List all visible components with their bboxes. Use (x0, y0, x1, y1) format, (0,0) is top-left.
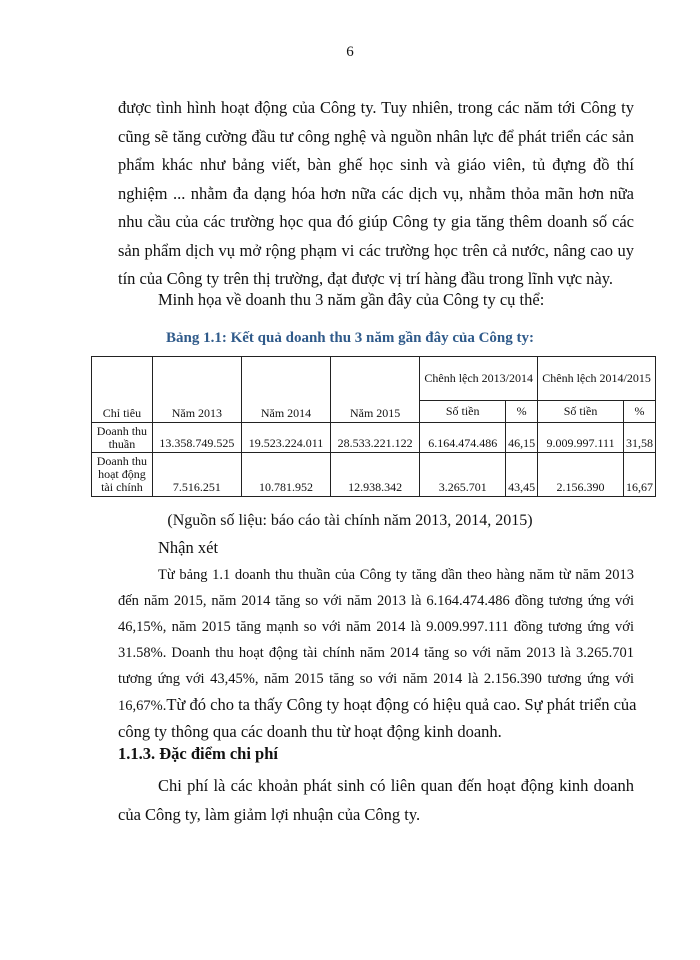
header-amount: Số tiền (538, 401, 624, 423)
cell-value: 28.533.221.122 (331, 423, 420, 453)
header-diff-2014-2015: Chênh lệch 2014/2015 (538, 357, 656, 401)
intro-line: được tình hình hoạt động của Công ty. Tuy nhiên, trong các năm tới Công ty (118, 98, 634, 117)
cell-value: 43,45 (506, 453, 538, 497)
cost-paragraph (118, 772, 634, 829)
remark-title: Nhận xét (158, 538, 219, 557)
row-label: Doanh thu thuần (92, 423, 153, 453)
cell-value: 31,58 (623, 423, 655, 453)
header-year-2015: Năm 2015 (331, 357, 420, 423)
header-amount: Số tiền (420, 401, 506, 423)
remark-line: 31.58%. Doanh thu hoạt động tài chính năm 2014 tăng so với năm 2013 là 3.265.701 (118, 645, 634, 661)
cell-value: 7.516.251 (152, 453, 241, 497)
cell-value: 3.265.701 (420, 453, 506, 497)
table-row (92, 423, 656, 453)
intro-line: tín của Công ty trên thị trường, đạt được vị trí hàng đầu trong lĩnh vực này. (118, 269, 614, 288)
remark-line: tương ứng với 43,45%, năm 2015 tăng so với năm 2014 là 2.156.390 tương ứng với (118, 671, 634, 687)
intro-line: cũng sẽ tăng cường đầu tư công nghệ và nguồn nhân lực để phát triển các sản (118, 126, 634, 146)
intro-paragraph (118, 94, 634, 294)
remark-conclusion: Từ đó cho ta thấy Công ty hoạt động có hiệu quả cao. Sự phát triển của (166, 695, 637, 714)
cell-value: 19.523.224.011 (241, 423, 330, 453)
intro-line: sản phẩm dịch vụ mở rộng phạm vi các trường học trên cả nước, nâng cao uy (118, 240, 634, 260)
cell-value: 10.781.952 (241, 453, 330, 497)
section-heading: 1.1.3. Đặc điểm chi phí (118, 744, 278, 763)
cell-value: 12.938.342 (331, 453, 420, 497)
cell-value: 6.164.474.486 (420, 423, 506, 453)
illustration-line: Minh họa về doanh thu 3 năm gần đây của Công ty cụ thể: (158, 290, 545, 309)
cell-value: 46,15 (506, 423, 538, 453)
table-caption: Bảng 1.1: Kết quả doanh thu 3 năm gần đây của Công ty: (166, 330, 534, 346)
remark-line: Từ bảng 1.1 doanh thu thuần của Công ty tăng dần theo hàng năm từ năm 2013 (158, 567, 634, 583)
remark-paragraph (118, 562, 637, 745)
remark-line: đến năm 2015, năm 2014 tăng so với năm 2013 là 6.164.474.486 đồng tương ứng với (118, 593, 634, 609)
revenue-table (91, 356, 656, 497)
header-criteria: Chỉ tiêu (92, 357, 153, 423)
header-pct: % (623, 401, 655, 423)
source-note: (Nguồn số liệu: báo cáo tài chính năm 2013, 2014, 2015) (167, 512, 533, 529)
cell-value: 9.009.997.111 (538, 423, 624, 453)
cost-line: Chi phí là các khoản phát sinh có liên quan đến hoạt động kinh doanh (158, 776, 634, 795)
table-row (92, 453, 656, 497)
header-year-2014: Năm 2014 (241, 357, 330, 423)
intro-line: nhu cầu của các trường học qua đó giúp Công ty gia tăng thêm doanh số các (118, 212, 634, 231)
remark-line (118, 692, 637, 719)
table-header-row (92, 357, 656, 401)
remark-pct: 16,67%. (118, 698, 167, 714)
remark-final-line: công ty thông qua các doanh thu từ hoạt động kinh doanh. (118, 722, 502, 741)
cell-value: 16,67 (623, 453, 655, 497)
page-number: 6 (346, 44, 354, 60)
header-pct: % (506, 401, 538, 423)
header-year-2013: Năm 2013 (152, 357, 241, 423)
cell-value: 13.358.749.525 (152, 423, 241, 453)
header-diff-2013-2014: Chênh lệch 2013/2014 (420, 357, 538, 401)
cell-value: 2.156.390 (538, 453, 624, 497)
intro-line: phẩm khác như bảng viết, bàn ghế học sinh và giáo viên, tủ đựng đồ thí (118, 155, 634, 174)
remark-line: 46,15%, năm 2015 tăng mạnh so với năm 2014 là 9.009.997.111 đồng tương ứng với (118, 619, 634, 635)
cost-line: của Công ty, làm giảm lợi nhuận của Công ty. (118, 804, 421, 824)
intro-line: nghiệm ... nhằm đa dạng hóa hơn nữa các dịch vụ, nhằm thỏa mãn hơn nữa (118, 183, 634, 203)
row-label: Doanh thu hoạt động tài chính (92, 453, 153, 497)
